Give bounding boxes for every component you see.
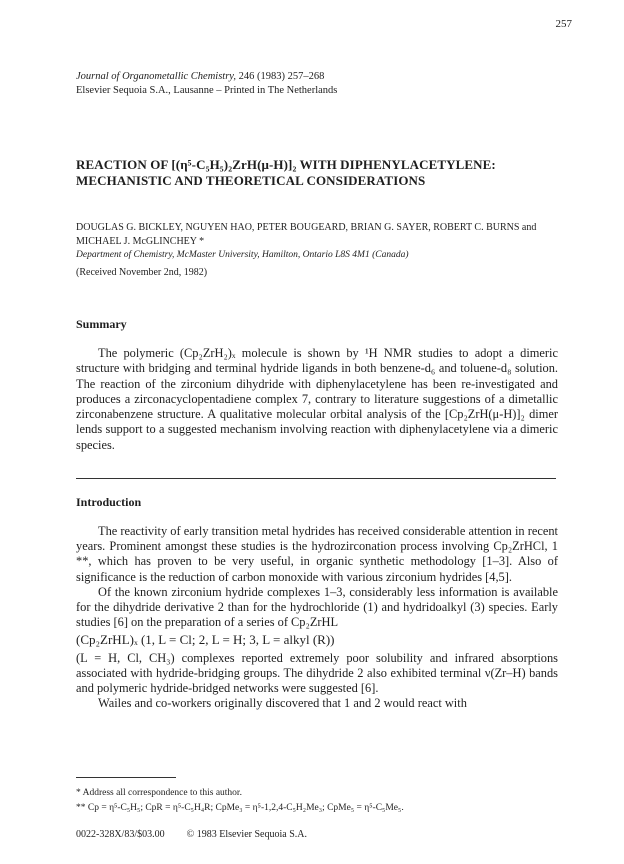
article-title [76, 157, 566, 189]
section-divider [76, 478, 556, 479]
intro-paragraph-2: Of the known zirconium hydride complexes 1–3, considerably less information is available for the dihydride derivative 2 than for the hydrochloride (1) and hydridoalkyl (3) species. Early studies [6] on the preparation of a series of Cp₂ZrHL [76, 584, 558, 630]
page-number: 257 [555, 18, 572, 30]
title-line-2: MECHANISTIC AND THEORETICAL CONSIDERATIONS [76, 173, 426, 188]
copyright-line [76, 829, 307, 840]
footnote-1: * Address all correspondence to this author. [76, 788, 242, 798]
issn-price: 0022-328X/83/$03.00 [76, 829, 165, 840]
introduction-heading: Introduction [76, 495, 142, 509]
received-date: (Received November 2nd, 1982) [76, 267, 208, 278]
footnote-divider [76, 777, 176, 778]
journal-name: Journal of Organometallic Chemistry, [76, 71, 237, 82]
copyright-notice: © 1983 Elsevier Sequoia S.A. [186, 829, 307, 840]
affiliation: Department of Chemistry, McMaster University, Hamilton, Ontario L8S 4M1 (Canada) [76, 250, 409, 260]
summary-text: The polymeric (Cp₂ZrH₂)ₓ molecule is shown by ¹H NMR studies to adopt a dimeric structure with bridging and terminal hydride ligands in both benzene-d₆ and toluene-d₈ solution. The reaction of the zirconium dihydride with diphenylacetylene has been re-investigated and produces a zirconacyclopentadiene complex 7, contrary to literature suggestions of a dimetallic zirconabenzene structure. A qualitative molecular orbital analysis of the [Cp₂ZrH(μ-H)]₂ dimer lends support to a suggested mechanism involving reaction with diphenylacetylene via a dimeric species. [76, 346, 558, 452]
introduction-body [76, 524, 558, 711]
intro-paragraph-1: The reactivity of early transition metal hydrides has received considerable attention in recent years. Prominent amongst these studies is the hydrozirconation process involving Cp₂ZrHCl, 1 **, which has proven to be very useful, in organic synthetic methodology [1–3]. Also of significance is the reduction of carbon monoxide with various zirconium hydrides [4,5]. [76, 524, 558, 584]
compound-formula: (Cp₂ZrHL)ₓ (1, L = Cl; 2, L = H; 3, L = alkyl (R)) [76, 632, 335, 648]
footnote-2: ** Cp = η⁵-C₅H₅; CpR = η⁵-C₅H₄R; CpMe₃ = η⁵-1,2,4-C₅H₂Me₃; CpMe₅ = η⁵-C₅Me₅. [76, 803, 404, 813]
journal-ref: 246 (1983) 257–268 [238, 71, 325, 82]
journal-header [76, 70, 337, 98]
intro-paragraph-3: (L = H, Cl, CH₃) complexes reported extremely poor solubility and infrared absorptions associated with hydride-bridging groups. The dihydride 2 also exhibited terminal ν(Zr–H) bands and polymeric hydride-bridged networks were suggested [6]. [76, 650, 558, 696]
intro-paragraph-4: Wailes and co-workers originally discovered that 1 and 2 would react with [98, 696, 467, 711]
author-list: DOUGLAS G. BICKLEY, NGUYEN HAO, PETER BOUGEARD, BRIAN G. SAYER, ROBERT C. BURNS and MICHAEL J. McGLINCHEY * [76, 222, 537, 247]
title-line-1: REACTION OF [(η⁵-C₅H₅)₂ZrH(μ-H)]₂ WITH DIPHENYLACETYLENE: [76, 157, 496, 172]
summary-heading: Summary [76, 317, 127, 331]
publisher-line: Elsevier Sequoia S.A., Lausanne – Printed in The Netherlands [76, 85, 338, 96]
